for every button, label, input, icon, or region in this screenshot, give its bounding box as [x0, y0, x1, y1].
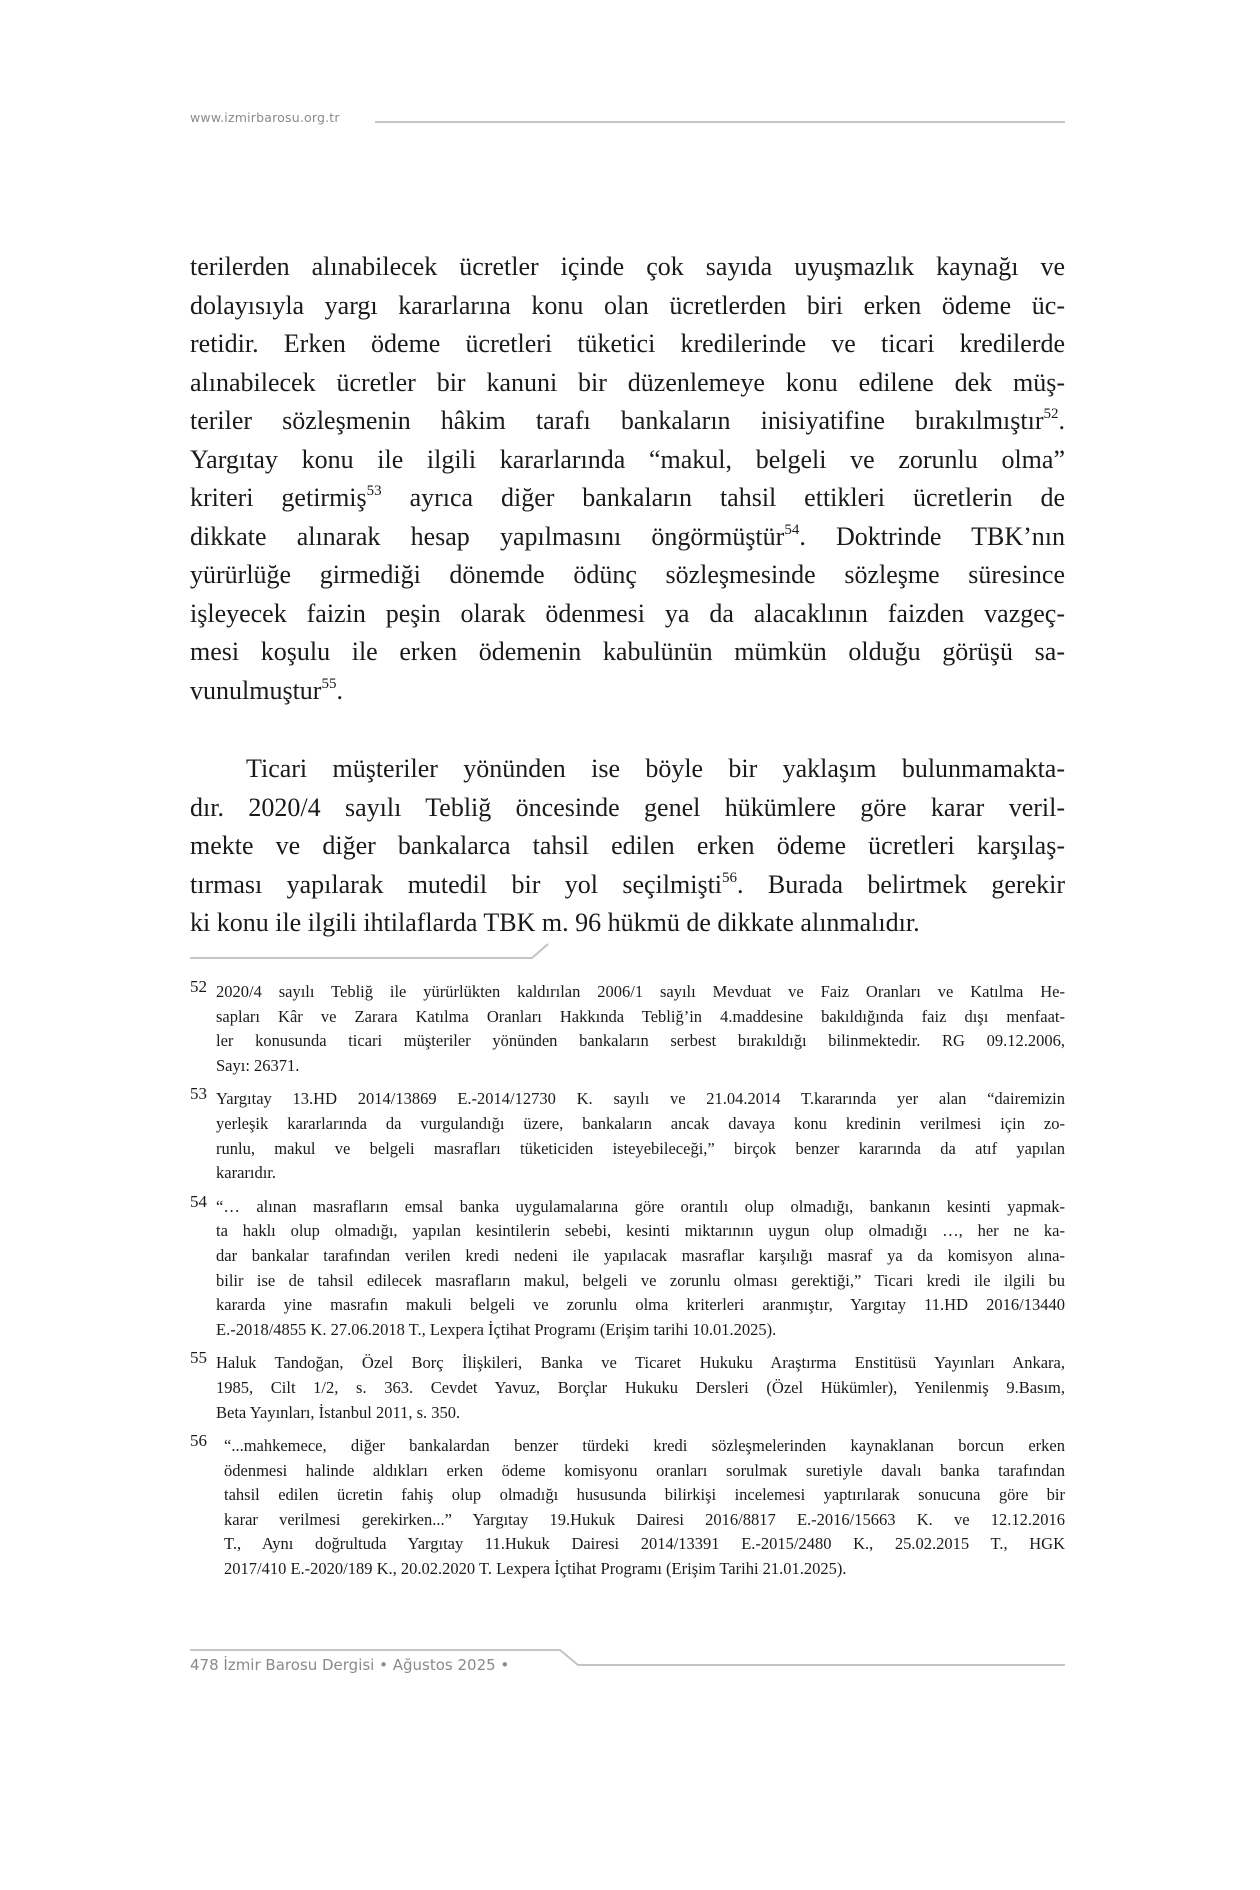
footnote-line: ta haklı olup olmadığı, yapılan kesintilerin sebebi, kesinti miktarının uygun olup olmadığı …, her ne ka- [216, 1221, 1065, 1241]
footnote-number: 53 [190, 1084, 207, 1104]
text-segment: retidir. Erken ödeme ücretleri tüketici kredilerinde ve ticari kredilerde [190, 329, 1065, 358]
footnote-number: 52 [190, 977, 207, 996]
footnote-line: runlu, makul ve belgeli masrafları tüketiciden isteyebileceği,” birçok benzer kararında da atıf yapılan [216, 1138, 1065, 1158]
footnote-line: karar verilmesi gerekirken...” Yargıtay 19.Hukuk Dairesi 2016/8817 E.-2016/15663 K. ve 12.12.2016 [224, 1509, 1065, 1529]
footnote-number: 54 [190, 1191, 207, 1211]
text-segment: yürürlüğe girmediği dönemde ödünç sözleşmesinde sözleşme süresince [190, 560, 1065, 589]
footnote-line: 1985, Cilt 1/2, s. 363. Cevdet Yavuz, Borçlar Hukuku Dersleri (Özel Hükümler), Yenilenmiş 9.Basım, [216, 1377, 1065, 1397]
footnote [190, 1191, 1065, 1343]
footnote-line: ler konusunda ticari müşteriler yönünden bankaların serbest bırakıldığı bilinmektedir. RG 09.12.2006, [216, 1031, 1065, 1051]
footnote-number: 55 [190, 1348, 207, 1368]
text-segment: alınabilecek ücretler bir kanuni bir düzenlemeye konu edilene dek müş- [190, 367, 1065, 397]
footnote-line: tahsil edilen ücretin fahiş olup olmadığı hususunda bilirkişi incelemesi yaptırılarak sonucuna göre bir [224, 1485, 1065, 1505]
footer-text: 478 İzmir Barosu Dergisi • Ağustos 2025 • [190, 1656, 510, 1674]
text-segment: Yargıtay konu ile ilgili kararlarında “makul, belgeli ve zorunlu olma” [190, 444, 1065, 474]
text-segment: dolayısıyla yargı kararlarına konu olan ücretlerden biri erken ödeme üc- [190, 290, 1065, 320]
footnote-line: T., Aynı doğrultuda Yargıtay 11.Hukuk Dairesi 2014/13391 E.-2015/2480 K., 25.02.2015 T., HGK [224, 1534, 1065, 1554]
footnote-line: kararda yine masrafın makuli belgeli ve zorunlu olma kriterleri aranmıştır, Yargıtay 11.HD 2016/13440 [216, 1295, 1065, 1315]
footnote-line: Sayı: 26371. [216, 1055, 300, 1075]
footnote-line: kararıdır. [216, 1163, 277, 1183]
text-segment: ayrıca diğer bankaların tahsil ettikleri ücretlerin de [381, 483, 1065, 512]
footnote-line: Haluk Tandoğan, Özel Borç İlişkileri, Banka ve Ticaret Hukuku Araştırma Enstitüsü Yayınları Ankara, [216, 1353, 1065, 1373]
footnote-line: 2020/4 sayılı Tebliğ ile yürürlükten kaldırılan 2006/1 sayılı Mevduat ve Faiz Oranları ve Katılma He- [216, 982, 1065, 1001]
text-segment: mekte ve diğer bankalarca tahsil edilen erken ödeme ücretleri karşılaş- [190, 831, 1065, 860]
footnote-line: 2017/410 E.-2020/189 K., 20.02.2020 T. Lexpera İçtihat Programı (Erişim Tarihi 21.01.2025). [224, 1559, 847, 1579]
header-url: www.izmirbarosu.org.tr [190, 110, 340, 125]
footnote-line: yerleşik kararlarında da vurgulandığı üzere, bankaların ancak davaya konu kredinin verilmesi için zo- [216, 1113, 1065, 1133]
footnote-ref: 52 [1043, 406, 1059, 422]
footnote-line: Beta Yayınları, İstanbul 2011, s. 350. [216, 1402, 461, 1422]
footnote-line: E.-2018/4855 K. 27.06.2018 T., Lexpera İçtihat Programı (Erişim tarihi 10.01.2025). [216, 1319, 777, 1339]
footnote-line: “...mahkemece, diğer bankalardan benzer türdeki kredi sözleşmelerinden kaynaklanan borcun erken [224, 1436, 1065, 1456]
text-segment: . Doktrinde TBK’nın [799, 521, 1065, 551]
footnote-number: 56 [190, 1431, 207, 1451]
text-segment: . [1058, 406, 1065, 435]
footnote [190, 1348, 1065, 1425]
footnote [190, 1084, 1065, 1185]
footnote-line: dar bankalar tarafından verilen kredi nedeni ile yapılacak masraflar karşılığı masraf ya da komisyon alına- [216, 1245, 1065, 1265]
footnote [190, 1431, 1065, 1582]
footnote-ref: 55 [321, 675, 337, 692]
text-segment: terilerden alınabilecek ücretler içinde çok sayıda uyuşmazlık kaynağı ve [190, 252, 1065, 281]
text-segment: tırması yapılarak mutedil bir yol seçilmişti [190, 869, 723, 899]
text-segment: vunulmuştur [190, 675, 322, 705]
footnote-line: “… alınan masrafların emsal banka uygulamalarına göre orantılı olup olmadığı, bankanın kesinti yapmak- [216, 1196, 1065, 1216]
footnote-ref: 56 [722, 869, 738, 886]
text-segment: . Burada belirtmek gerekir [737, 869, 1065, 899]
footnote [190, 977, 1065, 1078]
footnote-ref: 53 [366, 483, 382, 499]
footnote-line: Yargıtay 13.HD 2014/13869 E.-2014/12730 K. sayılı ve 21.04.2014 T.kararında yer alan “dairemizin [216, 1089, 1065, 1109]
footnote-line: bilir ise de tahsil edilecek masrafların makul, belgeli ve zorunlu olması gerektiği,” Ticari kredi ile ilgili bu [216, 1270, 1065, 1290]
text-segment: teriler sözleşmenin hâkim tarafı bankaların inisiyatifine bırakılmıştır [190, 406, 1044, 435]
text-segment: dikkate alınarak hesap yapılmasını öngörmüştür [190, 521, 785, 551]
footnote-separator [190, 944, 548, 958]
footnotes [190, 977, 1065, 1591]
footnote-line: sapları Kâr ve Zarara Katılma Oranları Hakkında Tebliğ’in 4.maddesine bakıldığında faiz dışı menfaat- [216, 1006, 1065, 1026]
text-segment: Ticari müşteriler yönünden ise böyle bir yaklaşım bulunmamakta- [246, 754, 1065, 783]
text-segment: ki konu ile ilgili ihtilaflarda TBK m. 96 hükmü de dikkate alınmalıdır. [190, 908, 920, 937]
text-segment: işleyecek faizin peşin olarak ödenmesi ya da alacaklının faizden vazgeç- [190, 598, 1065, 628]
text-segment: kriteri getirmiş [190, 483, 367, 512]
footnote-line: ödenmesi halinde aldıkları erken ödeme komisyonu oranları sorulmak suretiyle davalı banka tarafından [224, 1460, 1065, 1480]
text-segment: . [336, 675, 343, 705]
text-segment: mesi koşulu ile erken ödemenin kabulünün mümkün olduğu görüşü sa- [190, 637, 1065, 666]
footnote-ref: 54 [784, 521, 800, 538]
text-segment: dır. 2020/4 sayılı Tebliğ öncesinde genel hükümlere göre karar veril- [190, 792, 1065, 822]
